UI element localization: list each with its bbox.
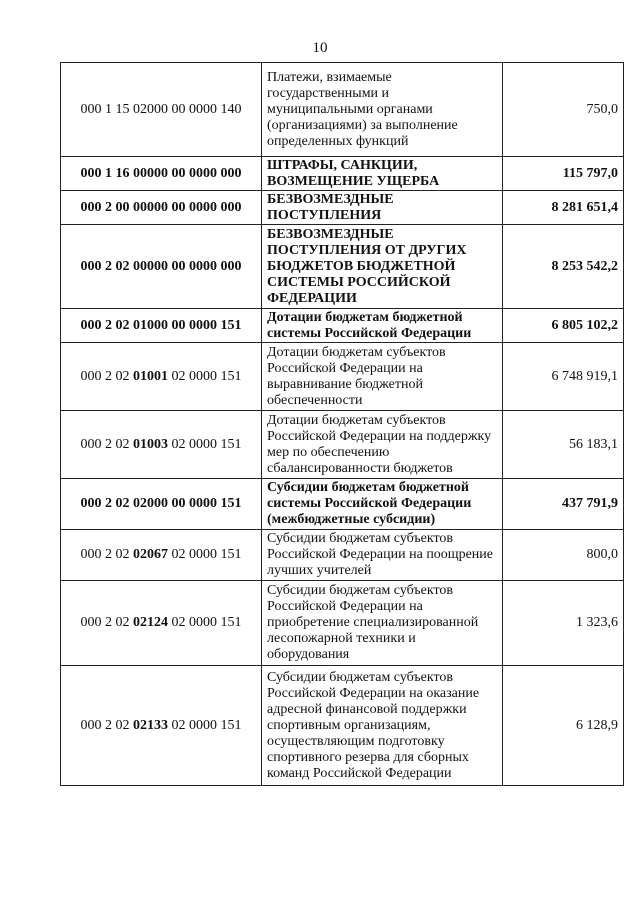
table-row [61, 157, 624, 191]
budget-code-prefix: 000 2 02 [80, 436, 133, 452]
budget-code-prefix: 000 1 16 00000 00 0000 000 [80, 165, 242, 181]
description-cell: Дотации бюджетам субъектов Российской Федерации на поддержку мер по обеспечению сбалансированности бюджетов [262, 411, 503, 479]
budget-code-prefix: 000 2 02 [80, 547, 133, 562]
description-cell: Субсидии бюджетам бюджетной системы Российской Федерации (межбюджетные субсидии) [262, 479, 503, 530]
table-row [61, 411, 624, 479]
budget-code-highlight: 01003 [133, 436, 168, 452]
table-row [61, 309, 624, 343]
table-row [61, 225, 624, 309]
budget-code-cell [61, 411, 262, 479]
table-row [61, 666, 624, 786]
budget-code-prefix: 000 2 02 00000 00 0000 000 [80, 258, 242, 274]
budget-code-highlight: 02133 [133, 717, 168, 733]
page-number: 10 [312, 40, 328, 56]
budget-code-cell [61, 343, 262, 411]
budget-code-cell [61, 479, 262, 530]
budget-code-cell [61, 530, 262, 581]
table-row [61, 191, 624, 225]
budget-code-prefix: 000 1 15 02000 00 0000 140 [80, 101, 242, 117]
budget-code-cell [61, 309, 262, 343]
table-row [61, 343, 624, 411]
budget-code-suffix: 02 0000 151 [168, 368, 242, 384]
budget-code-suffix: 02 0000 151 [168, 547, 242, 562]
budget-table-body [61, 63, 624, 786]
budget-code-cell [61, 63, 262, 157]
budget-code-cell [61, 191, 262, 225]
description-cell: Платежи, взимаемые государственными и муниципальными органами (организациями) за выполнение определенных функций [262, 63, 503, 157]
budget-code-cell [61, 581, 262, 666]
budget-code-cell [61, 666, 262, 786]
description-cell: Дотации бюджетам субъектов Российской Федерации на выравнивание бюджетной обеспеченности [262, 343, 503, 411]
amount-cell: 6 128,9 [503, 666, 624, 786]
amount-cell: 8 253 542,2 [503, 225, 624, 309]
amount-cell: 6 805 102,2 [503, 309, 624, 343]
amount-cell: 1 323,6 [503, 581, 624, 666]
amount-cell: 437 791,9 [503, 479, 624, 530]
table-row [61, 530, 624, 581]
table-row [61, 581, 624, 666]
budget-code-prefix: 000 2 02 [80, 615, 133, 630]
amount-cell: 8 281 651,4 [503, 191, 624, 225]
budget-code-cell [61, 225, 262, 309]
budget-code-suffix: 02 0000 151 [168, 615, 242, 630]
budget-code-cell [61, 157, 262, 191]
table-row [61, 63, 624, 157]
amount-cell: 6 748 919,1 [503, 343, 624, 411]
budget-code-suffix: 02 0000 151 [168, 717, 242, 733]
table-row [61, 479, 624, 530]
description-cell: Субсидии бюджетам субъектов Российской Федерации на приобретение специализированной лесопожарной техники и оборудования [262, 581, 503, 666]
budget-table [60, 62, 624, 786]
budget-code-prefix: 000 2 02 01000 00 0000 151 [80, 317, 242, 333]
amount-cell: 800,0 [503, 530, 624, 581]
description-cell: БЕЗВОЗМЕЗДНЫЕ ПОСТУПЛЕНИЯ [262, 191, 503, 225]
description-cell: БЕЗВОЗМЕЗДНЫЕ ПОСТУПЛЕНИЯ ОТ ДРУГИХ БЮДЖЕТОВ БЮДЖЕТНОЙ СИСТЕМЫ РОССИЙСКОЙ ФЕДЕРАЦИИ [262, 225, 503, 309]
budget-code-prefix: 000 2 00 00000 00 0000 000 [80, 199, 242, 215]
description-cell: Дотации бюджетам бюджетной системы Российской Федерации [262, 309, 503, 343]
budget-code-highlight: 01001 [133, 368, 168, 384]
amount-cell: 56 183,1 [503, 411, 624, 479]
budget-code-highlight: 02067 [133, 547, 168, 562]
budget-code-prefix: 000 2 02 02000 00 0000 151 [80, 496, 242, 511]
budget-code-prefix: 000 2 02 [80, 717, 133, 733]
description-cell: Субсидии бюджетам субъектов Российской Федерации на оказание адресной финансовой поддержки спортивным организациям, осуществляющим подготовку спортивного резерва для сборных команд Российской Федерации [262, 666, 503, 786]
amount-cell: 750,0 [503, 63, 624, 157]
budget-code-suffix: 02 0000 151 [168, 436, 242, 452]
description-cell: ШТРАФЫ, САНКЦИИ, ВОЗМЕЩЕНИЕ УЩЕРБА [262, 157, 503, 191]
budget-code-highlight: 02124 [133, 615, 168, 630]
budget-code-prefix: 000 2 02 [80, 368, 133, 384]
description-cell: Субсидии бюджетам субъектов Российской Федерации на поощрение лучших учителей [262, 530, 503, 581]
amount-cell: 115 797,0 [503, 157, 624, 191]
